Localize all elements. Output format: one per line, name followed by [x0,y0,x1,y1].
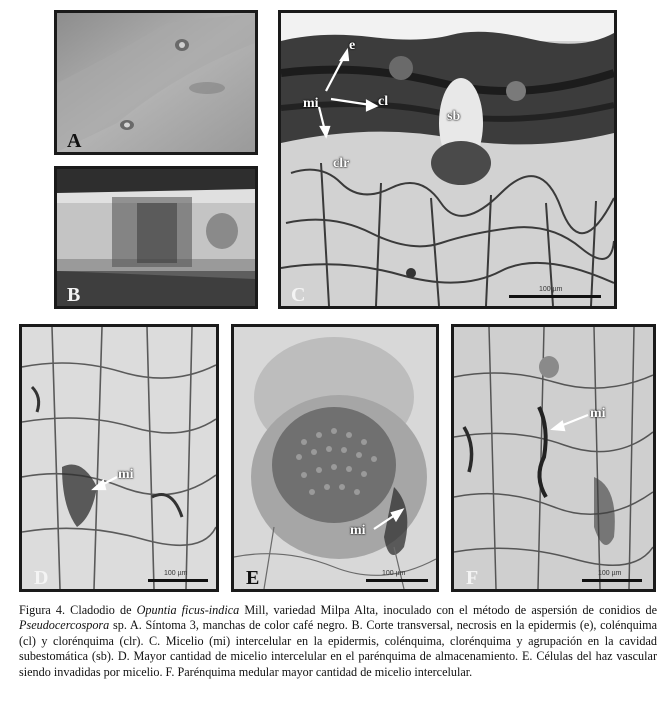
panel-c-label: C [291,284,306,306]
annotation-mi: mi [590,406,606,421]
panel-c-scale-bar [509,295,601,298]
annotation-e: e [349,38,356,53]
panel-e-scale-bar [366,579,428,582]
annotation-mi: mi [350,523,366,538]
caption-text-2: Mill, variedad Milpa Alta, inoculado con el método de aspersión de conidios de [239,603,657,617]
panel-b [54,166,258,309]
annotation-mi: mi [118,467,134,482]
panel-d-scale-bar [148,579,208,582]
annotation-mi: mi [303,96,319,111]
caption-genus: Pseudocercospora [19,618,110,633]
annotation-sb: sb [447,109,461,124]
panel-f-scale-bar [582,579,642,582]
panel-c [278,10,617,309]
panel-f-label: F [466,567,479,589]
panel-a [54,10,258,155]
figure-caption [19,603,657,680]
panel-b-photo [57,169,255,306]
annotation-cl: cl [378,94,389,109]
panel-d [19,324,219,592]
panel-c-arrows [281,13,614,306]
panel-f-scale-text: 100 µm [598,570,622,577]
caption-text-3: sp. A. Síntoma 3, manchas de color café negro. B. Corte transversal, necrosis en la epidermis (e), colénquima (cl) y clorénquima (clr). C. Micelio (mi) intercelular en la epidermis, colénquima, clorénquima y agrupación en la cavidad subestomática (sb). D. Mayor cantidad de micelio intercelular en el parénquima de almacenamiento. E. Células del haz vascular siendo invadidas por micelio. F. Parénquima medular mayor cantidad de micelio intercelular. [19,618,657,679]
panel-a-photo [57,13,255,152]
panel-e-scale-text: 100 µm [382,570,406,577]
caption-text-1: Figura 4. Cladodio de [19,603,137,617]
panel-e-arrow [234,327,436,589]
panel-e [231,324,439,592]
panel-e-label: E [246,567,260,589]
caption-species: Opuntia ficus-indica [136,603,240,617]
panel-a-label: A [67,130,82,152]
panel-f [451,324,656,592]
annotation-clr: clr [333,156,350,171]
panel-c-scale-text: 100 µm [539,286,563,293]
panel-d-arrow [22,327,216,589]
panel-d-scale-text: 100 µm [164,570,188,577]
panel-b-label: B [67,284,81,306]
panel-f-arrow [454,327,653,589]
panel-d-label: D [34,567,49,589]
